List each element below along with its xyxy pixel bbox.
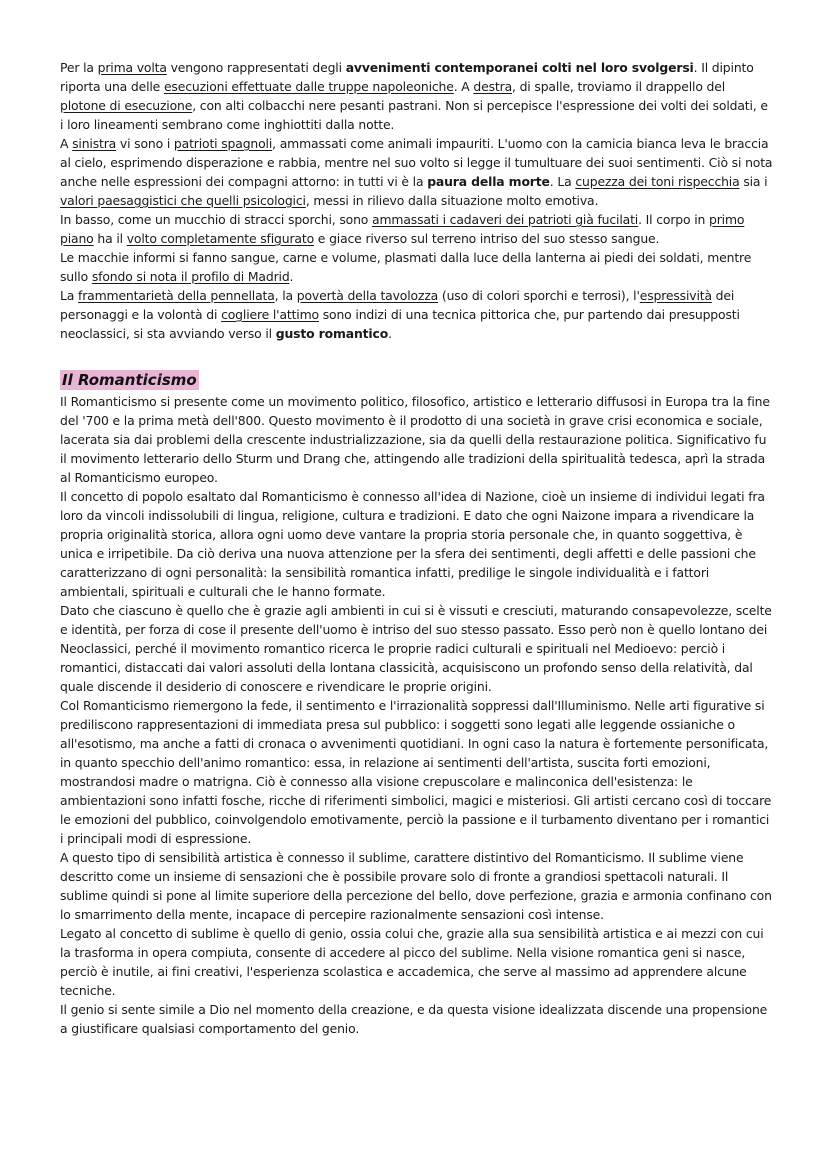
paragraph-sinistra: A sinistra vi sono i patrioti spagnoli, ammassati come animali impauriti. L'uomo con la camicia bianca leva le braccia al cielo, esprimendo disperazione e rabbia, mentre nel suo volto si legge il tumultuare dei suoi sentimenti. Ciò si nota anche nelle espressioni dei compagni attorno: in tutti vi è la paura della morte. La cupezza dei toni rispecchia sia i valori paesaggistici che quelli psicologici, messi in rilievo dalla situazione molto emotiva. [60, 136, 773, 208]
paragraph-in-basso: In basso, come un mucchio di stracci sporchi, sono ammassati i cadaveri dei patrioti già fucilati. Il corpo in primo piano ha il volto completamente sfigurato e giace riverso sul terreno intriso del suo stesso sangue. [60, 212, 745, 246]
section-heading-romanticismo: Il Romanticismo [62, 371, 197, 389]
paragraph-genio: Legato al concetto di sublime è quello di genio, ossia colui che, grazie alla sua sensibilità artistica e ai mezzi con cui la trasforma in opera compiuta, consente di accedere al picco del sublime. Nella visione romantica geni si nasce, perciò è inutile, ai fini creativi, l'esperienza scolastica e accademica, che serve al massimo ad apprendere alcune tecniche. [60, 926, 764, 998]
paragraph-genio-dio: Il genio si sente simile a Dio nel momento della creazione, e da questa visione idealizzata discende una propensione a giustificare qualsiasi comportamento del genio. [60, 1002, 768, 1036]
paragraph-popolo-nazione: Il concetto di popolo esaltato dal Romanticismo è connesso all'idea di Nazione, cioè un insieme di individui legati fra loro da vincoli indissolubili di lingua, religione, cultura e tradizioni. E dato che ogni Naizone impara a rivendicare la propria originalità storica, allora ogni uomo deve vantare la propria storia personale che, in quanto soggettiva, è unica e irripetibile. Da ciò deriva una nuova attenzione per la sfera dei sentimenti, degli affetti e delle passioni che caratterizzano di ogni personalità: la sensibilità romantica infatti, predilige le singole individualità e i fattori ambientali, spirituali e culturali che le hanno formate. [60, 489, 765, 599]
paragraph-passato: Dato che ciascuno è quello che è grazie agli ambienti in cui si è vissuti e cresciuti, maturando consapevolezze, scelte e identità, per forza di cose il presente dell'uomo è intriso del suo stesso passato. Esso però non è quello lontano dei Neoclassici, perché il movimento romantico ricerca le proprie radici culturali e spirituali nel Medioevo: perciò i romantici, distaccati dai valori assoluti della lontana classicità, acquisiscono un profondo senso della relatività, dal quale discende il desiderio di conoscere e rivendicare le proprie origini. [60, 603, 772, 694]
paragraph-sublime: A questo tipo di sensibilità artistica è connesso il sublime, carattere distintivo del Romanticismo. Il sublime viene descritto come un insieme di sensazioni che è possibile provare solo di fronte a grandiosi spettacoli naturali. Il sublime quindi si pone al limite superiore della percezione del bello, dove perfezione, grazia e armonia confinano con lo smarrimento della mente, incapace di percepire razionalmente sensazioni così intense. [60, 850, 772, 922]
paragraph-prima-volta: Per la prima volta vengono rappresentati degli avvenimenti contemporanei colti nel loro svolgersi. Il dipinto riporta una delle esecuzioni effettuate dalle truppe napoleoniche. A destra, di spalle, troviamo il drappello del plotone di esecuzione, con alti colbacchi nere pesanti pastrani. Non si percepisce l'espressione dei volti dei soldati, e i loro lineamenti sembrano come inghiottiti dalla notte. [60, 60, 768, 132]
paragraph-macchie: Le macchie informi si fanno sangue, carne e volume, plasmati dalla luce della lanterna ai piedi dei soldati, mentre sullo sfondo si nota il profilo di Madrid. [60, 250, 752, 284]
paragraph-frammentarieta: La frammentarietà della pennellata, la povertà della tavolozza (uso di colori sporchi e terrosi), l'espressività dei personaggi e la volontà di cogliere l'attimo sono indizi di una tecnica pittorica che, pur partendo dai presupposti neoclassici, si sta avviando verso il gusto romantico. [60, 288, 740, 341]
paragraph-romanticismo-intro: Il Romanticismo si presente come un movimento politico, filosofico, artistico e letterario diffusosi in Europa tra la fine del '700 e la prima metà dell'800. Questo movimento è il prodotto di una società in grave crisi economica e sociale, lacerata sia dai problemi della crescente industrializzazione, sia da quelli della restaurazione politica. Significativo fu il movimento letterario dello Sturm und Drang che, attingendo alle tradizioni della spiritualità tedesca, aprì la strada al Romanticismo europeo. [60, 394, 770, 485]
paragraph-fede-sentimento: Col Romanticismo riemergono la fede, il sentimento e l'irrazionalità soppressi dall'Illuminismo. Nelle arti figurative si prediliscono rappresentazioni di immediata presa sul pubblico: i soggetti sono legati alle leggende ossianiche o all'esotismo, ma anche a fatti di cronaca o avvenimenti quotidiani. In ogni caso la natura è fortemente personificata, in quanto specchio dell'animo romantico: essa, in relazione ai sentimenti dell'artista, suscita forti emozioni, mostrandosi madre o matrigna. Ciò è connesso alla visione crepuscolare e malinconica dell'esistenza: le ambientazioni sono infatti fosche, ricche di riferimenti simbolici, magici e misteriosi. Gli artisti cercano così di toccare le emozioni del pubblico, coinvolgendolo emotivamente, perciò la passione e il turbamento diventano per i romantici i principali modi di espressione. [60, 698, 772, 846]
